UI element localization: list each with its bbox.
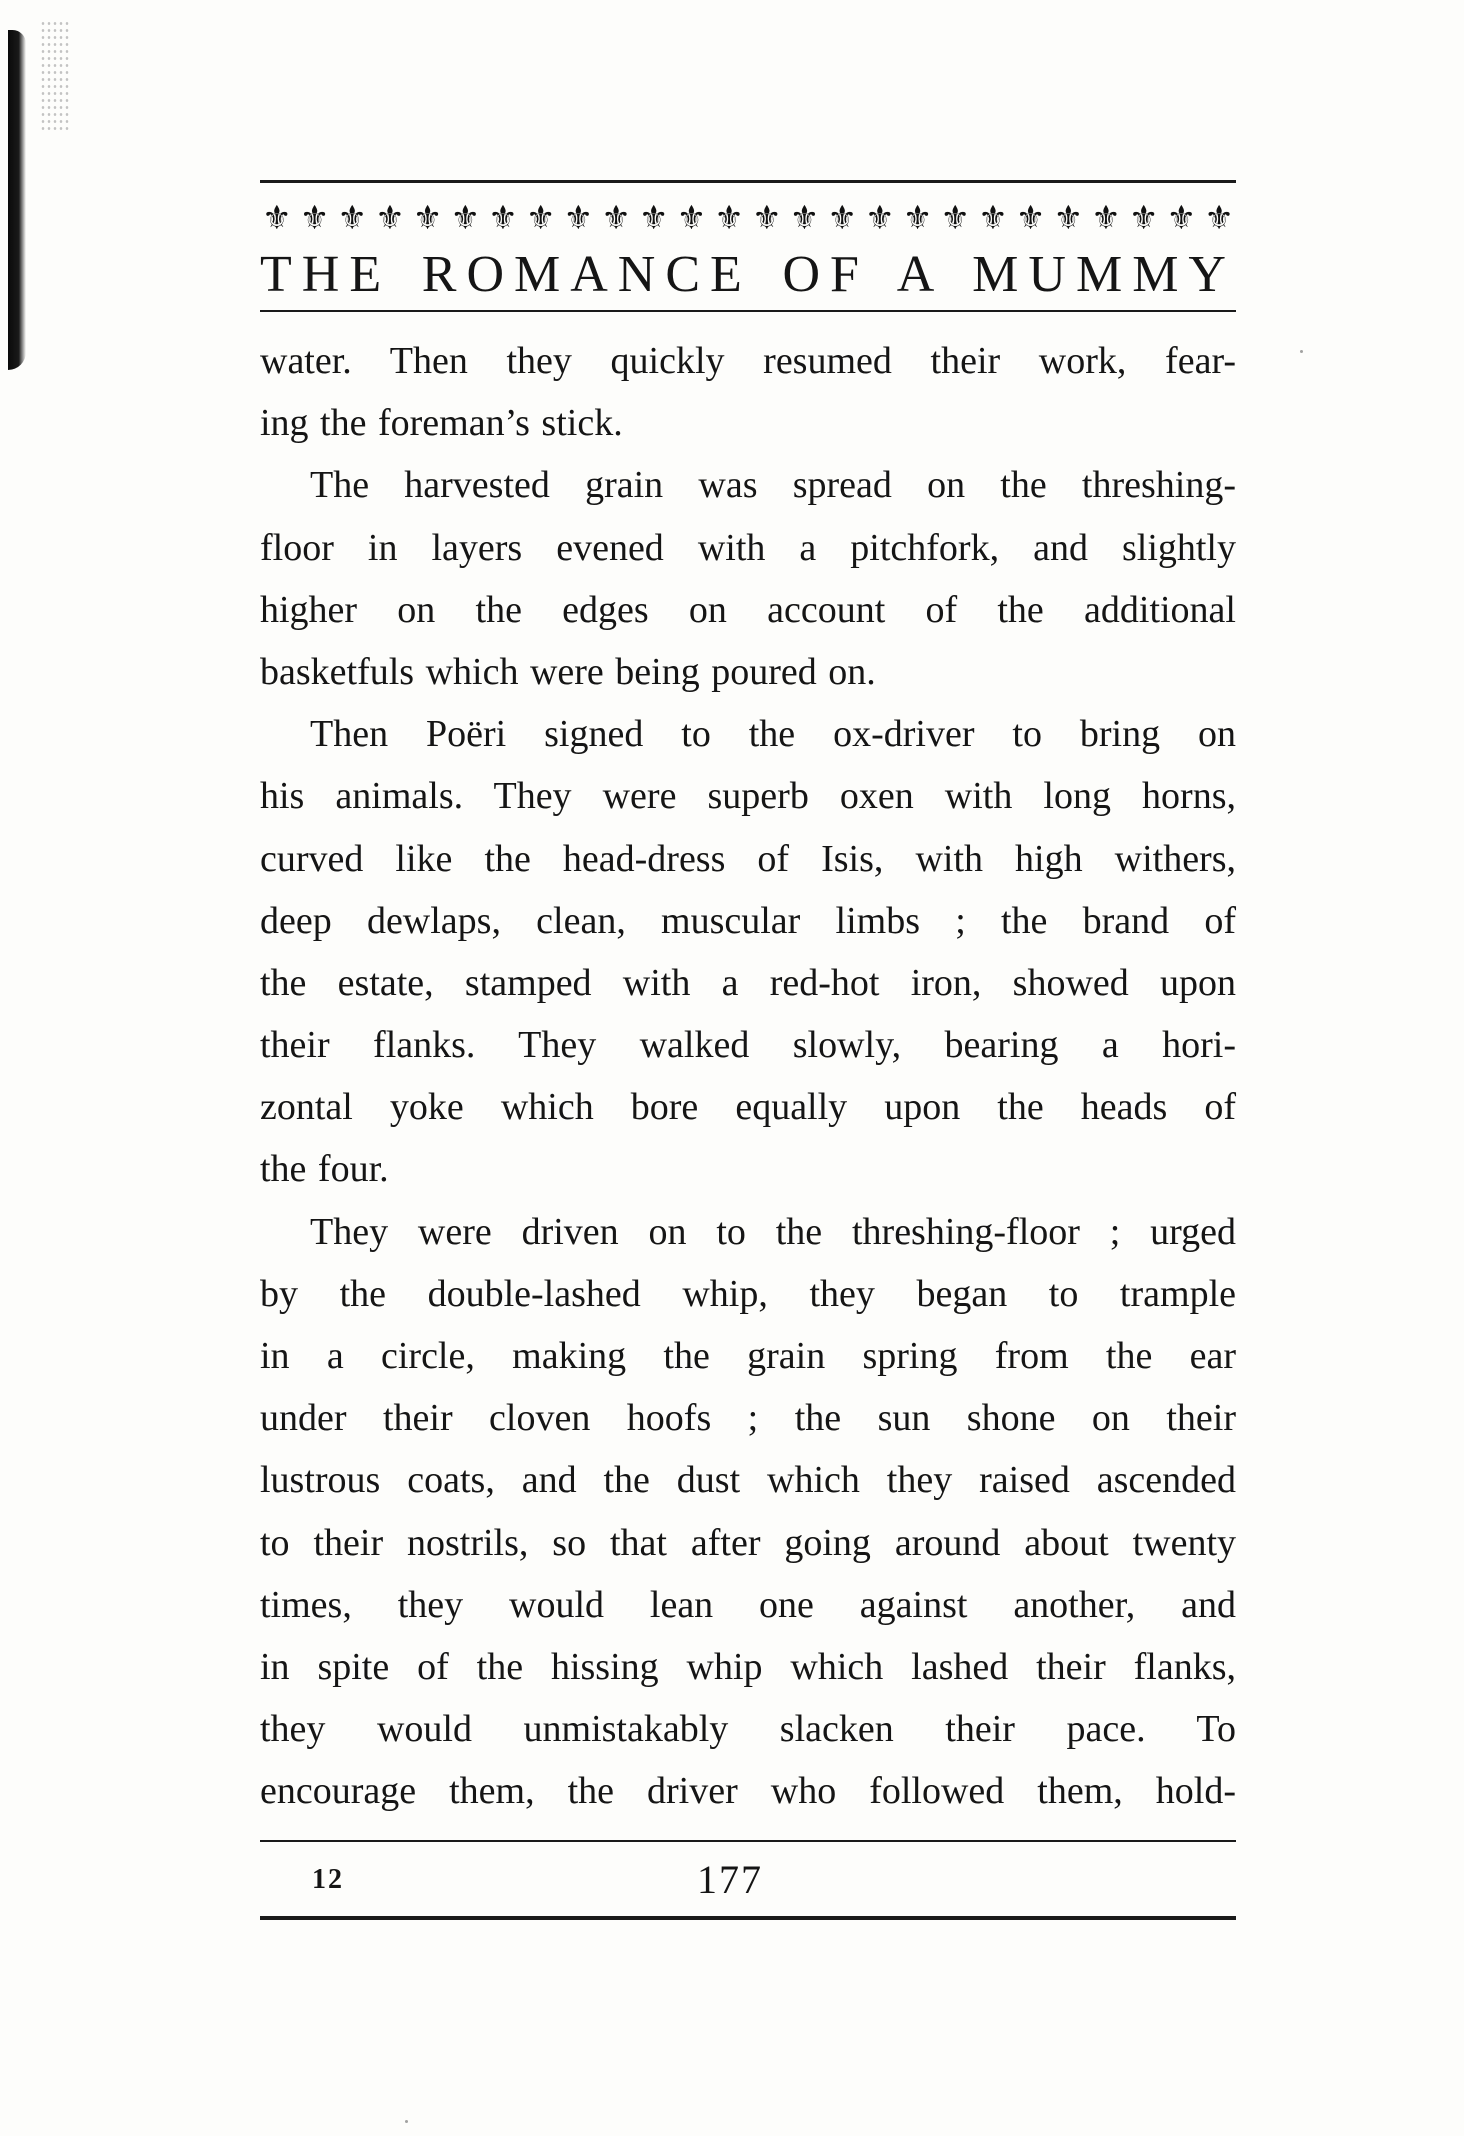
text-line: basketfuls which were being poured on. [260,650,876,693]
fleur-de-lis-icon: ⚜ [601,198,631,237]
page-number: 177 [697,1857,763,1902]
fleur-de-lis-icon: ⚜ [1091,198,1121,237]
paragraph-first-line: Then Poëri signed to the ox-driver to bring on [310,713,1236,756]
text-line: the four. [260,1148,389,1191]
text-line: zontal yoke which bore equally upon the heads of [260,1086,1236,1129]
fleur-de-lis-icon: ⚜ [676,198,707,237]
fleur-de-lis-icon: ⚜ [751,198,782,237]
running-head: THE ROMANCE OF A MUMMY [260,246,1236,303]
fleur-de-lis-icon: ⚜ [563,198,594,237]
fleur-de-lis-icon: ⚜ [450,198,481,237]
fleur-de-lis-icon: ⚜ [1204,198,1234,237]
fleur-de-lis-icon: ⚜ [1166,198,1197,237]
fleur-de-lis-icon: ⚜ [902,198,933,237]
text-line: the estate, stamped with a red-hot iron, showed upon [260,961,1236,1004]
header-bottom-rule [260,310,1236,312]
text-line: to their nostrils, so that after going around about twenty [260,1521,1236,1564]
fleur-de-lis-icon: ⚜ [412,198,443,237]
text-line: times, they would lean one against another, and [260,1583,1236,1626]
fleur-de-lis-ornament-band [262,197,1234,239]
fleur-de-lis-icon: ⚜ [488,198,518,237]
text-line: their flanks. They walked slowly, bearing a hori- [260,1024,1236,1067]
fleur-de-lis-icon: ⚜ [940,198,970,237]
fleur-de-lis-icon: ⚜ [827,198,857,237]
fleur-de-lis-icon: ⚜ [337,198,367,237]
signature-mark: 12 [312,1864,344,1895]
fleur-de-lis-icon: ⚜ [262,198,292,237]
body-text [260,330,1236,1823]
footer-rule [260,1840,1236,1842]
fleur-de-lis-icon: ⚜ [978,198,1008,237]
text-line: water. Then they quickly resumed their work, fear- [260,340,1236,382]
paragraph-first-line: They were driven on to the threshing-floor ; urged [310,1210,1236,1253]
fleur-de-lis-icon: ⚜ [638,198,669,237]
fleur-de-lis-icon: ⚜ [789,198,820,237]
text-line: by the double-lashed whip, they began to trample [260,1272,1236,1315]
fleur-de-lis-icon: ⚜ [1128,198,1159,237]
fleur-de-lis-icon: ⚜ [1053,198,1084,237]
binding-speckle [40,20,70,130]
fleur-de-lis-icon: ⚜ [714,198,744,237]
text-line: ing the foreman’s stick. [260,402,623,445]
text-line: curved like the head-dress of Isis, with high withers, [260,837,1236,880]
text-line: in spite of the hissing whip which lashed their flanks, [260,1645,1236,1688]
text-line: under their cloven hoofs ; the sun shone on their [260,1397,1236,1440]
text-line: they would unmistakably slacken their pace. To [260,1708,1236,1751]
text-line: deep dewlaps, clean, muscular limbs ; the brand of [260,899,1236,942]
fleur-de-lis-icon: ⚜ [299,198,330,237]
fleur-de-lis-icon: ⚜ [1015,198,1046,237]
paper-speck [1300,350,1303,353]
text-line: lustrous coats, and the dust which they raised ascended [260,1459,1236,1502]
header-top-rule [260,180,1236,183]
fleur-de-lis-icon: ⚜ [865,198,895,237]
text-line: his animals. They were superb oxen with long horns, [260,775,1236,818]
paragraph-first-line: The harvested grain was spread on the threshing- [310,464,1236,507]
paper-speck [405,2120,408,2123]
text-line: in a circle, making the grain spring from the ear [260,1335,1236,1377]
binding-shadow [8,30,26,370]
fleur-de-lis-icon: ⚜ [375,198,405,237]
text-line: floor in layers evened with a pitchfork, and slightly [260,526,1236,569]
text-line: encourage them, the driver who followed them, hold- [260,1770,1236,1813]
text-line: higher on the edges on account of the additional [260,588,1236,631]
footer-bottom-rule [260,1916,1236,1920]
fleur-de-lis-icon: ⚜ [525,198,556,237]
